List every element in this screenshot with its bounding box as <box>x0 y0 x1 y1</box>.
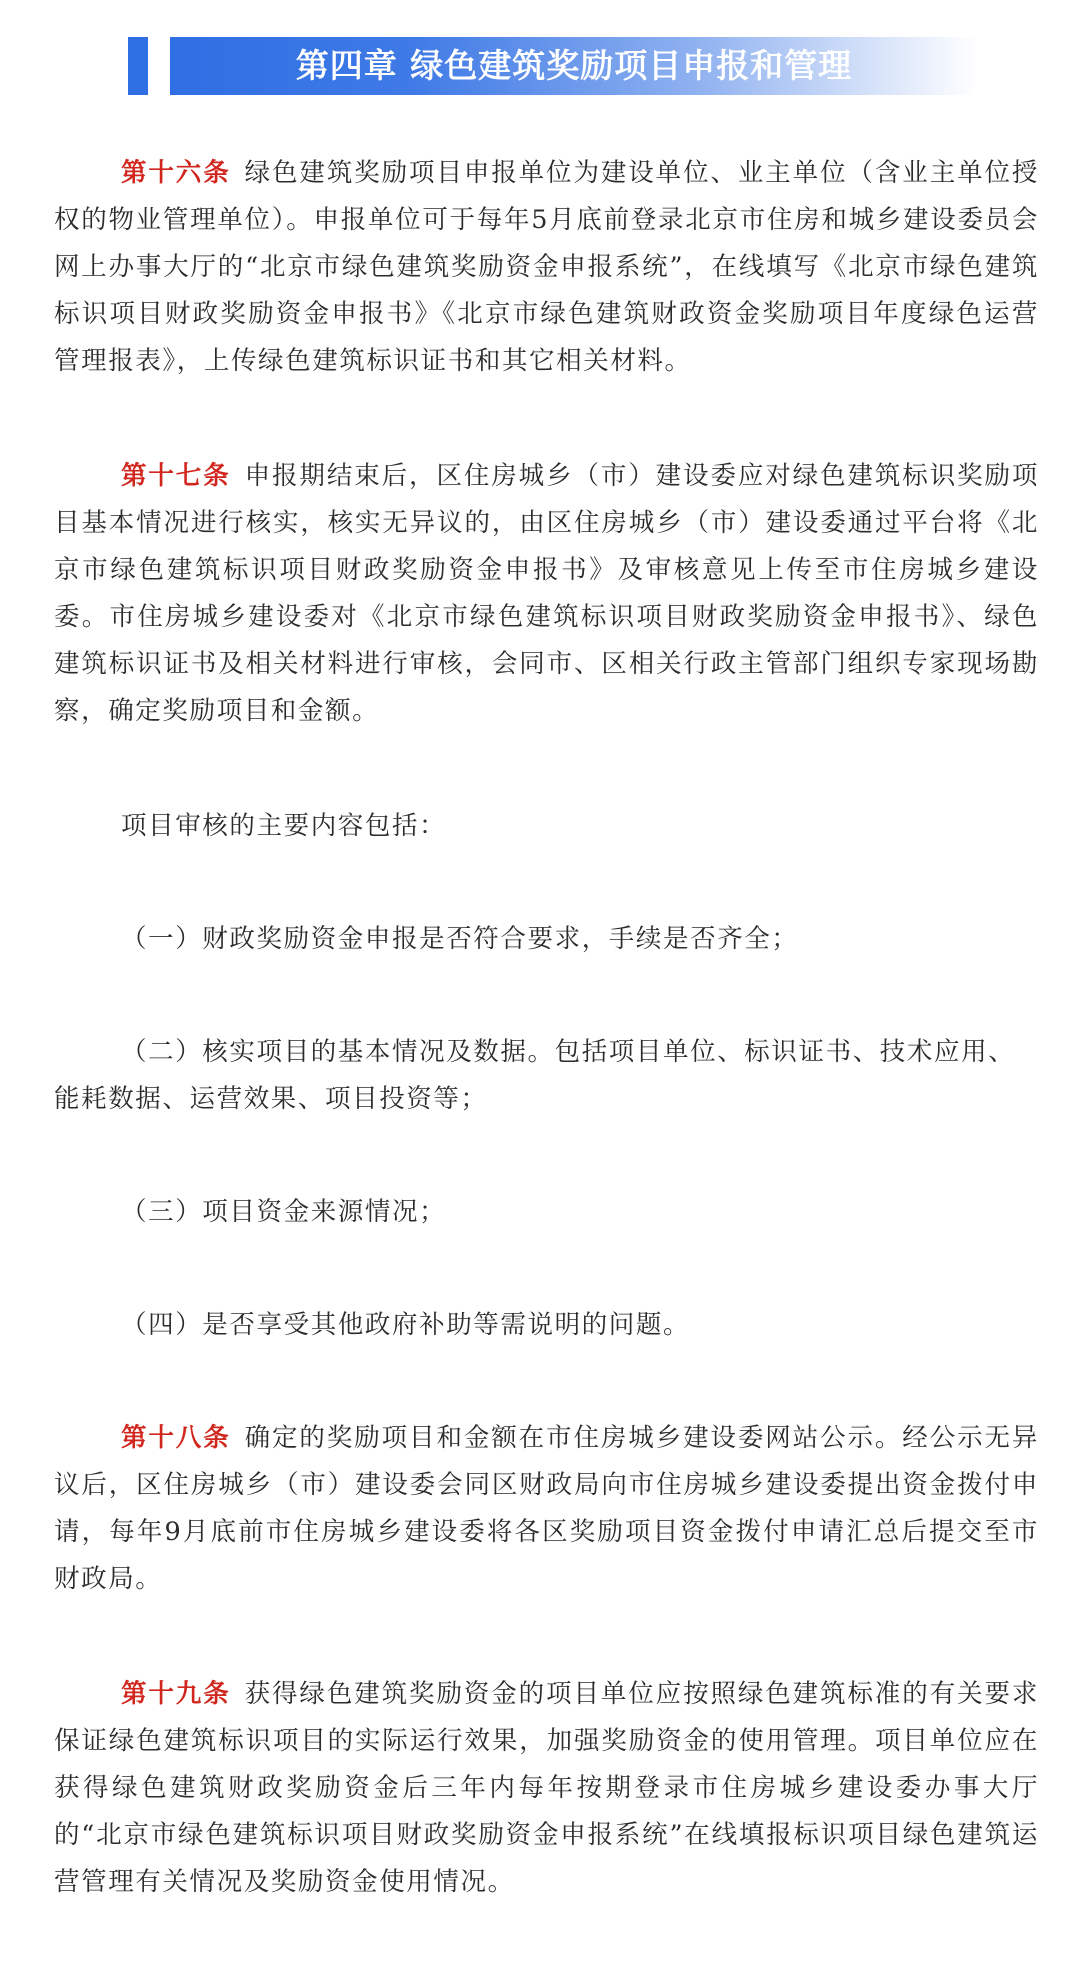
article-text: 绿色建筑奖励项目申报单位为建设单位、业主单位（含业主单位授权的物业管理单位）。申报单位可于每年5月底前登录北京市住房和城乡建设委员会网上办事大厅的“北京市绿色建筑奖励资金申报系统”，在线填写《北京市绿色建筑标识项目财政奖励资金申报书》《北京市绿色建筑财政资金奖励项目年度绿色运营管理报表》，上传绿色建筑标识证书和其它相关材料。 <box>54 158 1040 376</box>
document-body <box>54 150 1039 1974</box>
article-number: 第十七条 <box>121 461 231 491</box>
article-17 <box>54 453 1039 735</box>
chapter-header <box>128 37 978 95</box>
article-text: 申报期结束后，区住房城乡（市）建设委应对绿色建筑标识奖励项目基本情况进行核实，核实无异议的，由区住房城乡（市）建设委通过平台将《北京市绿色建筑标识项目财政奖励资金申报书》及审核意见上传至市住房城乡建设委。市住房城乡建设委对《北京市绿色建筑标识项目财政奖励资金申报书》、绿色建筑标识证书及相关材料进行审核，会同市、区相关行政主管部门组织专家现场勘察，确定奖励项目和金额。 <box>54 461 1040 726</box>
article-19 <box>54 1671 1039 1906</box>
header-title-band <box>170 37 978 95</box>
article-number: 第十六条 <box>121 158 231 188</box>
article-number: 第十八条 <box>121 1423 231 1453</box>
article-text: 确定的奖励项目和金额在市住房城乡建设委网站公示。经公示无异议后，区住房城乡（市）建设委会同区财政局向市住房城乡建设委提出资金拨付申请，每年9月底前市住房城乡建设委将各区奖励项目资金拨付申请汇总后提交至市财政局。 <box>54 1423 1040 1594</box>
article-18 <box>54 1415 1039 1603</box>
review-item: （一）财政奖励资金申报是否符合要求，手续是否齐全； <box>121 924 799 954</box>
article-text: 获得绿色建筑奖励资金的项目单位应按照绿色建筑标准的有关要求保证绿色建筑标识项目的实际运行效果，加强奖励资金的使用管理。项目单位应在获得绿色建筑财政奖励资金后三年内每年按期登录市住房城乡建设委办事大厅的“北京市绿色建筑标识项目财政奖励资金申报系统”在线填报标识项目绿色建筑运营管理有关情况及奖励资金使用情况。 <box>54 1679 1040 1897</box>
chapter-title: 第四章 绿色建筑奖励项目申报和管理 <box>295 46 853 85</box>
review-item: （三）项目资金来源情况； <box>121 1197 447 1227</box>
review-item: （四）是否享受其他政府补助等需说明的问题。 <box>121 1310 691 1340</box>
header-accent-bar <box>128 37 148 95</box>
review-intro: 项目审核的主要内容包括： <box>121 811 447 841</box>
article-16 <box>54 150 1039 385</box>
article-number: 第十九条 <box>121 1679 231 1709</box>
review-item: （二）核实项目的基本情况及数据。包括项目单位、标识证书、技术应用、能耗数据、运营效果、项目投资等； <box>54 1037 1016 1114</box>
